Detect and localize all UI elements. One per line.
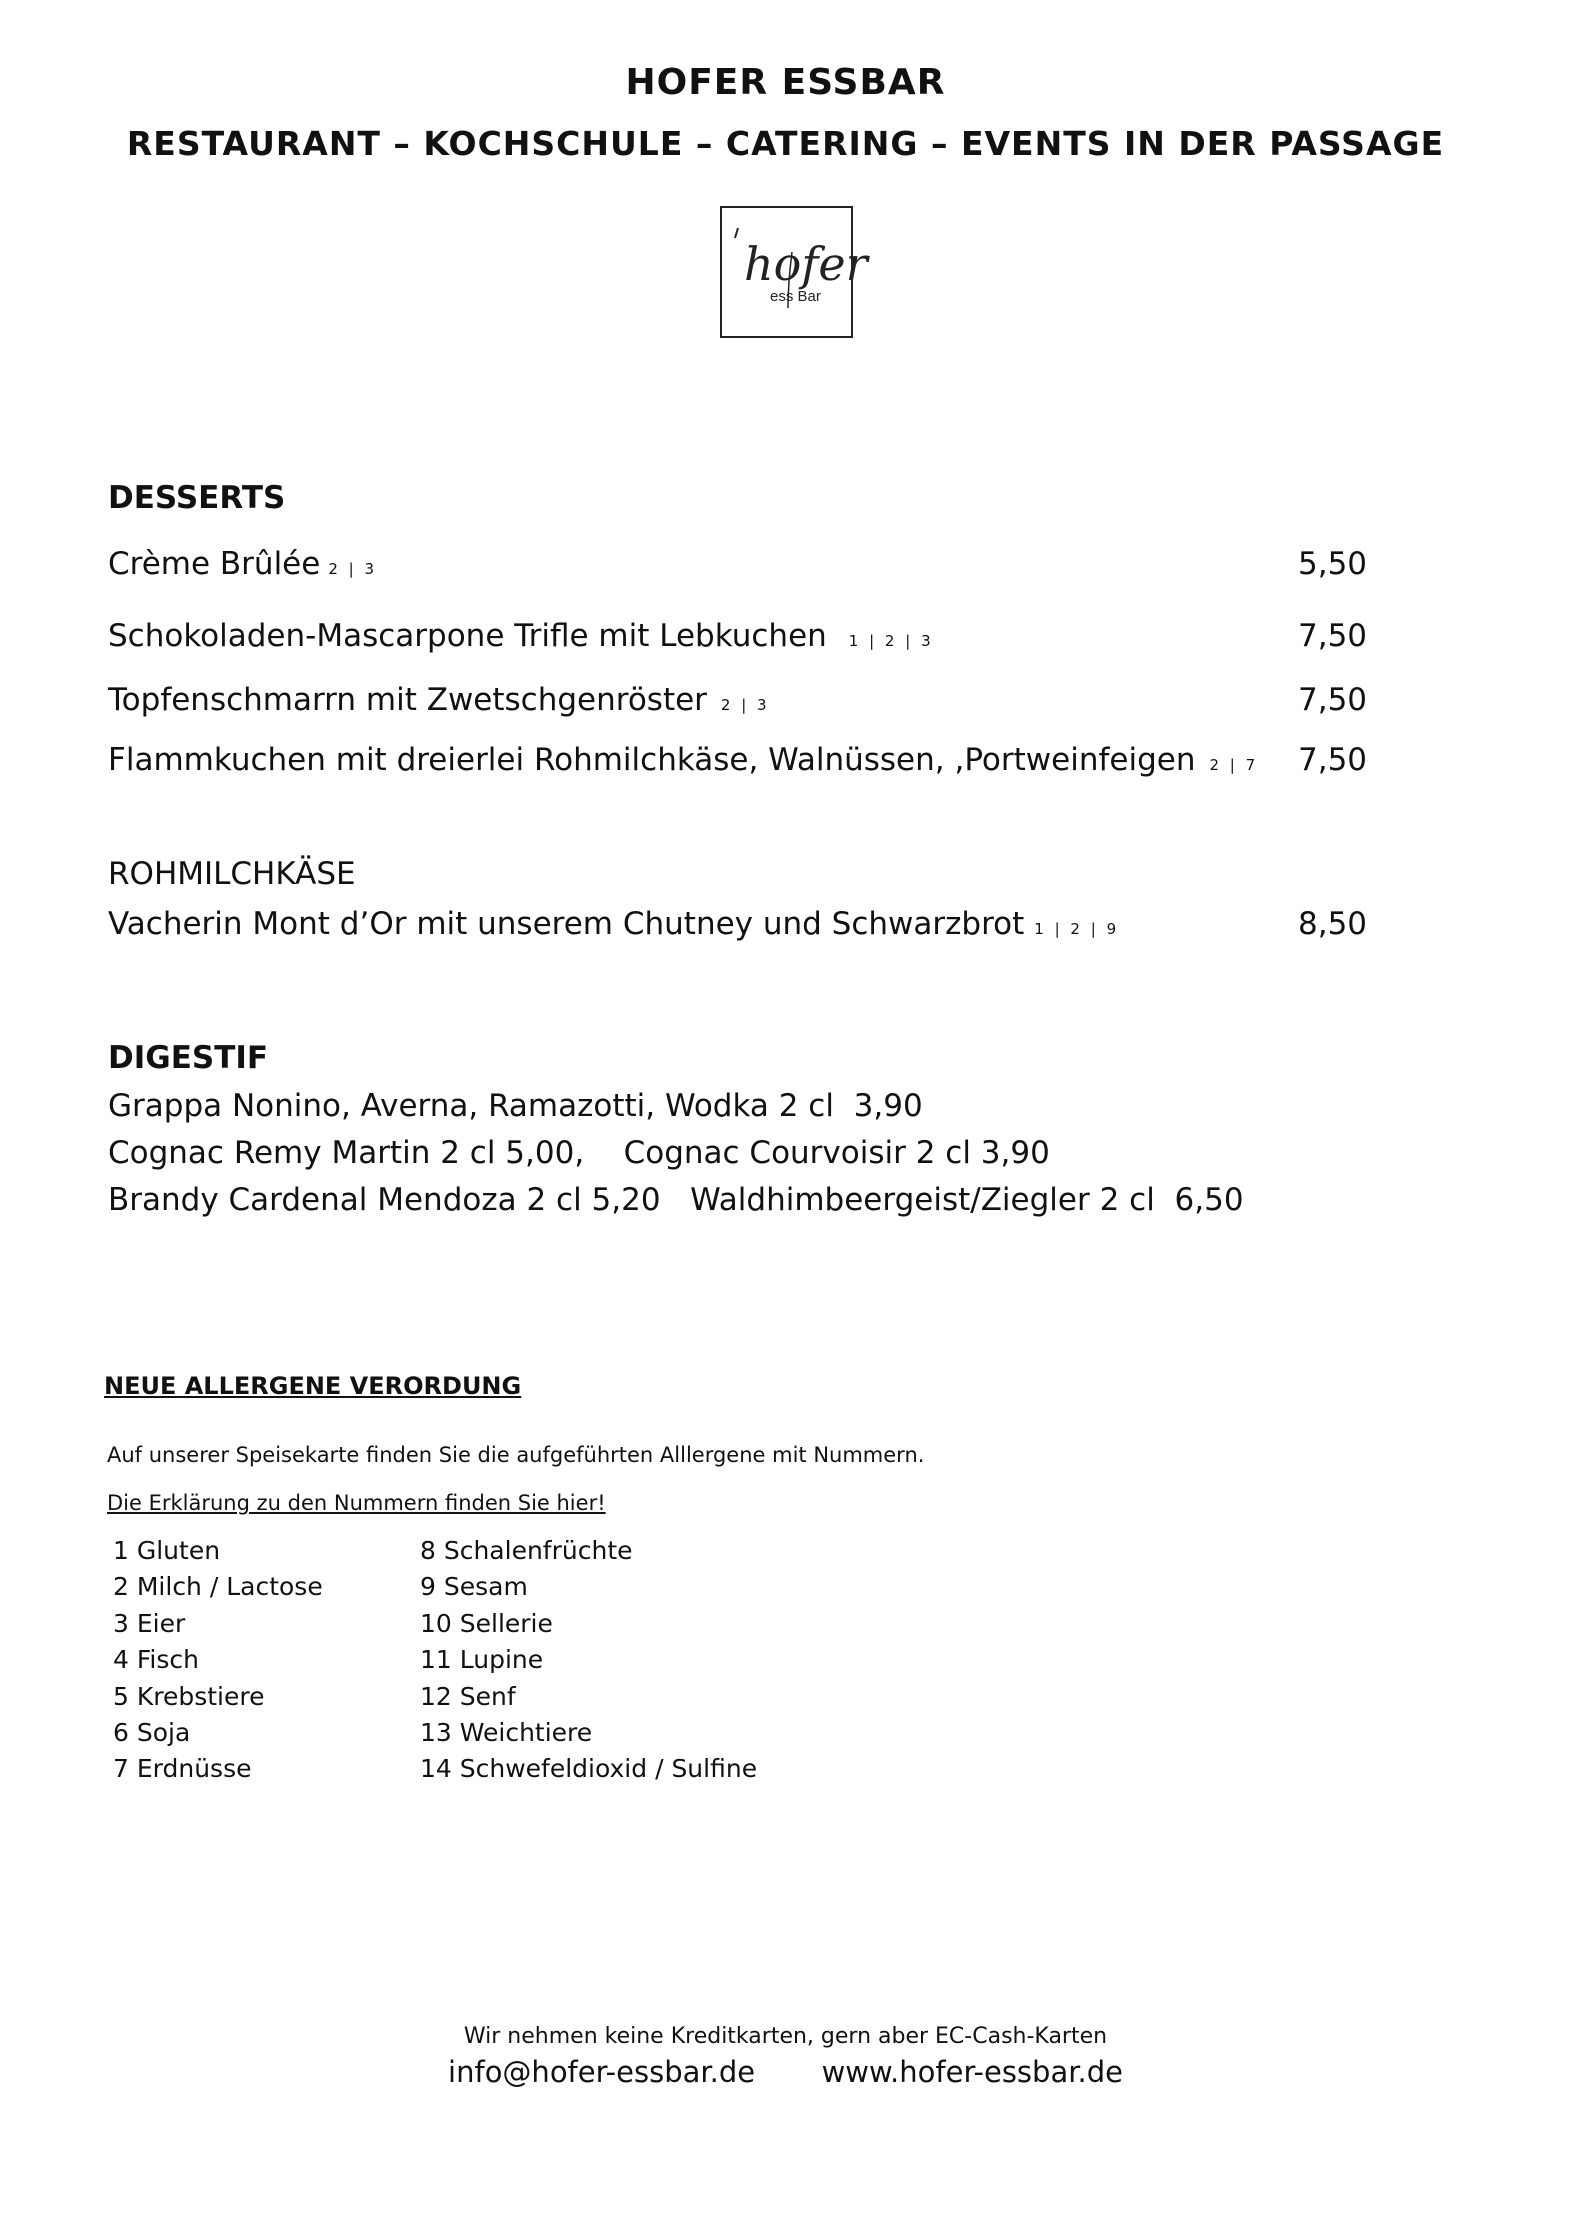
logo-sub-text: ess Bar <box>770 288 821 305</box>
allergen-entry: 6 Soja <box>113 1718 191 1747</box>
cheese-name: Vacherin Mont d’Or mit unserem Chutney und Schwarzbrot <box>108 906 1025 942</box>
dessert-name: Schokoladen-Mascarpone Trifle mit Lebkuchen <box>108 618 827 654</box>
page-subtitle: RESTAURANT – KOCHSCHULE – CATERING – EVENTS IN DER PASSAGE <box>126 124 1445 163</box>
allergen-entry: 4 Fisch <box>113 1645 199 1674</box>
cheese-price: 8,50 <box>1298 906 1368 942</box>
allergen-entry: 1 Gluten <box>113 1536 221 1565</box>
dessert-price: 7,50 <box>1298 742 1368 778</box>
dessert-price: 5,50 <box>1298 546 1368 582</box>
desserts-heading: DESSERTS <box>108 480 286 516</box>
contact-line <box>0 2055 1571 2089</box>
dessert-allergens: 2 | 3 <box>720 696 770 714</box>
cheese-item <box>108 906 1119 942</box>
dessert-name: Crème Brûlée <box>108 546 321 582</box>
allergen-entry: 8 Schalenfrüchte <box>420 1536 633 1565</box>
dessert-allergens: 1 | 2 | 3 <box>848 632 934 650</box>
allergen-entry: 3 Eier <box>113 1609 186 1638</box>
page-title: HOFER ESSBAR <box>625 62 946 103</box>
digestif-line: Brandy Cardenal Mendoza 2 cl 5,20 Waldhimbeergeist/Ziegler 2 cl 6,50 <box>108 1182 1244 1218</box>
allergen-entry: 12 Senf <box>420 1682 516 1711</box>
digestif-heading: DIGESTIF <box>108 1040 269 1076</box>
allergen-entry: 2 Milch / Lactose <box>113 1572 323 1601</box>
dessert-price: 7,50 <box>1298 618 1368 654</box>
allergens-explanation-link[interactable]: Die Erklärung zu den Nummern finden Sie hier! <box>107 1491 606 1515</box>
allergen-entry: 13 Weichtiere <box>420 1718 593 1747</box>
allergen-entry: 5 Krebstiere <box>113 1682 265 1711</box>
dessert-item <box>108 618 934 654</box>
allergen-entry: 7 Erdnüsse <box>113 1754 252 1783</box>
digestif-line: Grappa Nonino, Averna, Ramazotti, Wodka 2 cl 3,90 <box>108 1088 923 1124</box>
allergen-entry: 9 Sesam <box>420 1572 528 1601</box>
logo-main-text: hofer <box>744 237 868 291</box>
allergen-entry: 14 Schwefeldioxid / Sulfine <box>420 1754 758 1783</box>
dessert-price: 7,50 <box>1298 682 1368 718</box>
digestif-line: Cognac Remy Martin 2 cl 5,00, Cognac Courvoisir 2 cl 3,90 <box>108 1135 1050 1171</box>
dessert-item <box>108 682 770 718</box>
dessert-item <box>108 546 377 582</box>
cheese-allergens: 1 | 2 | 9 <box>1034 920 1120 938</box>
dessert-name: Flammkuchen mit dreierlei Rohmilchkäse, Walnüssen, ,Portweinfeigen <box>108 742 1196 778</box>
dessert-name: Topfenschmarrn mit Zwetschgenröster <box>108 682 707 718</box>
website-link[interactable]: www.hofer-essbar.de <box>821 2055 1123 2089</box>
hofer-essbar-logo <box>720 206 868 338</box>
cheese-heading: ROHMILCHKÄSE <box>108 856 356 892</box>
allergen-entry: 10 Sellerie <box>420 1609 553 1638</box>
allergen-entry: 11 Lupine <box>420 1645 544 1674</box>
email-link[interactable]: info@hofer-essbar.de <box>448 2055 756 2089</box>
logo-graphic <box>722 208 868 336</box>
allergens-heading: NEUE ALLERGENE VERORDUNG <box>104 1372 522 1400</box>
dessert-allergens: 2 | 3 <box>328 560 378 578</box>
dessert-item <box>108 742 1258 778</box>
dessert-allergens: 2 | 7 <box>1209 756 1259 774</box>
allergens-intro: Auf unserer Speisekarte finden Sie die aufgeführten Alllergene mit Nummern. <box>107 1443 925 1467</box>
payment-note: Wir nehmen keine Kreditkarten, gern aber EC-Cash-Karten <box>463 2024 1108 2049</box>
